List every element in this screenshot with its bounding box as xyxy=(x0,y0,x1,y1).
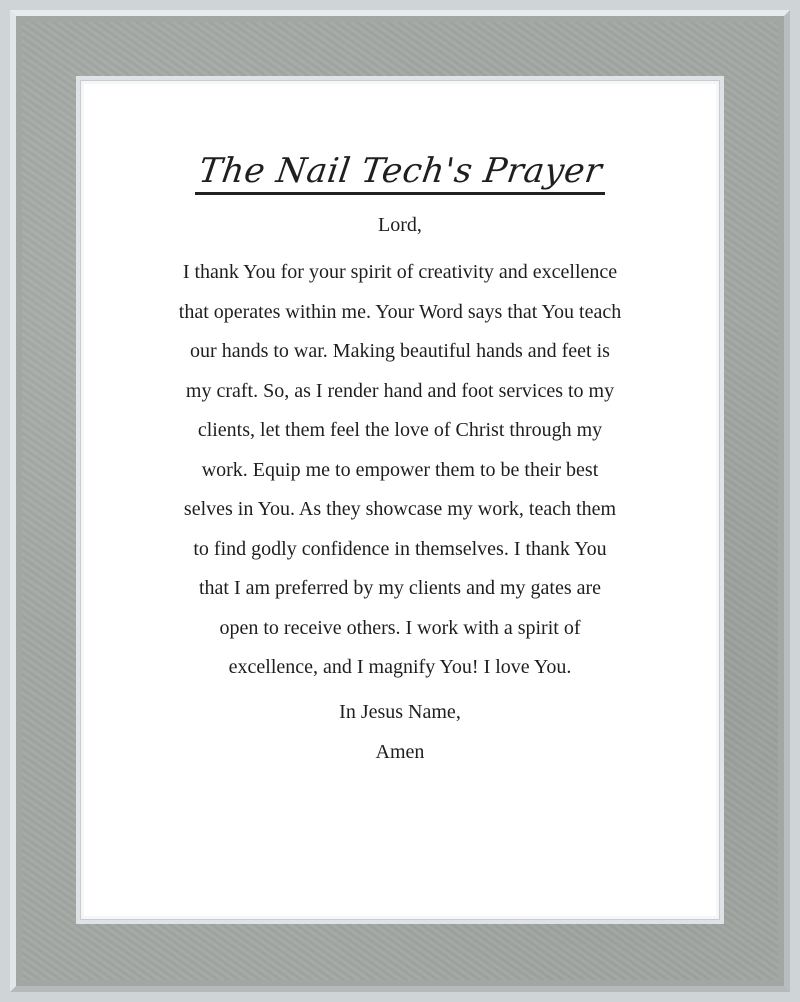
body-line: excellence, and I magnify You! I love You. xyxy=(228,656,572,678)
body-line: open to receive others. I work with a spirit of xyxy=(219,616,581,639)
body-line: clients, let them feel the love of Christ through my xyxy=(197,419,603,441)
title-block xyxy=(195,152,606,195)
prayer-body xyxy=(130,253,670,688)
title-underline xyxy=(195,192,606,195)
prayer-document xyxy=(84,84,716,766)
body-line: that operates within me. Your Word says that You teach xyxy=(178,300,622,323)
body-line: work. Equip me to empower them to be their best xyxy=(201,458,599,481)
body-line: my craft. So, as I render hand and foot services to my xyxy=(185,379,615,402)
body-line: I thank You for your spirit of creativity and excellence xyxy=(182,261,618,283)
closing-line: In Jesus Name, xyxy=(339,700,461,723)
signoff: Amen xyxy=(375,740,425,763)
body-line: to find godly confidence in themselves. I thank You xyxy=(193,537,607,560)
body-line: our hands to war. Making beautiful hands and feet is xyxy=(190,340,610,362)
body-line: that I am preferred by my clients and my gates are xyxy=(198,577,602,599)
salutation: Lord, xyxy=(378,214,422,236)
body-line: selves in You. As they showcase my work, teach them xyxy=(183,498,617,520)
page-title: The Nail Tech's Prayer xyxy=(195,151,605,191)
